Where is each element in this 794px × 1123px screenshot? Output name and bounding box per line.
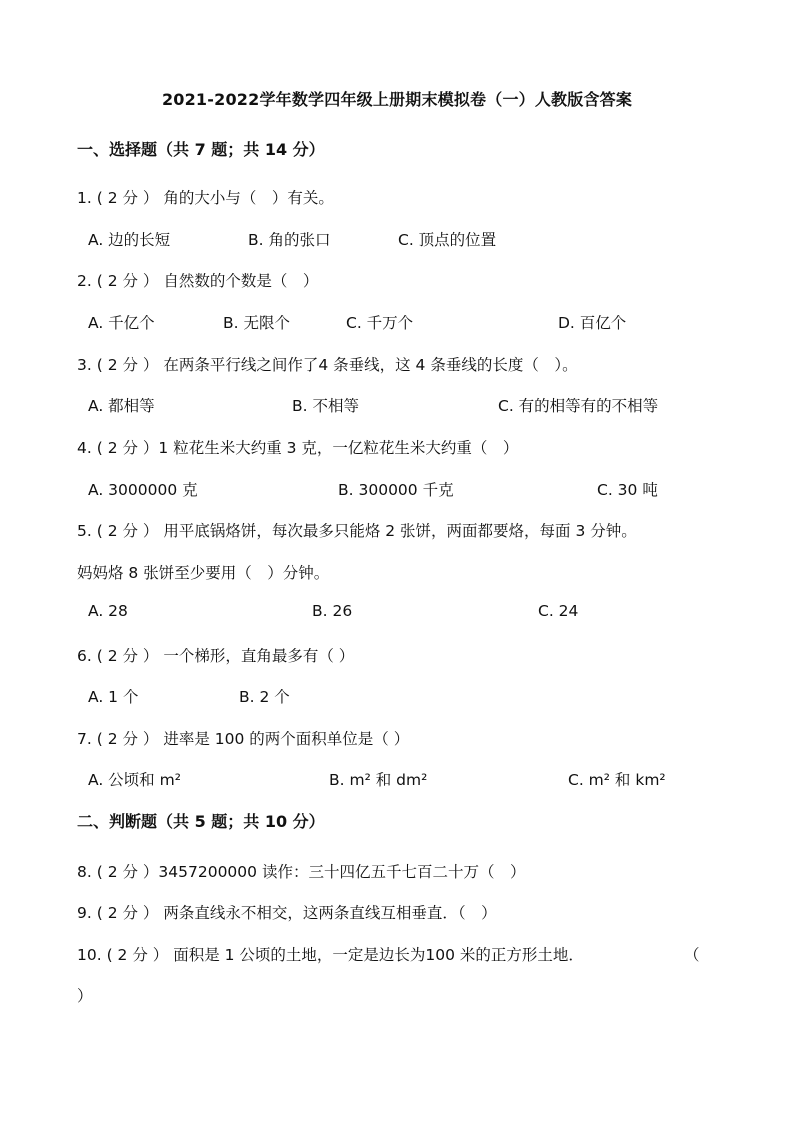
- question-4-option-c: C. 30 吨: [597, 481, 658, 499]
- question-2-option-b: B. 无限个: [223, 314, 290, 332]
- question-1-option-c: C. 顶点的位置: [398, 231, 497, 249]
- question-6-option-a: A. 1 个: [88, 688, 139, 706]
- question-3-option-a: A. 都相等: [88, 397, 155, 415]
- question-3-option-c: C. 有的相等有的不相等: [498, 397, 659, 415]
- question-2-option-d: D. 百亿个: [558, 314, 627, 332]
- question-5-option-b: B. 26: [312, 602, 353, 620]
- question-10: 10. ( 2 分 ） 面积是 1 公顷的土地，一定是边长为100 米的正方形土地．: [77, 946, 584, 964]
- question-7-option-c: C. m² 和 km²: [568, 771, 666, 789]
- question-1-option-a: A. 边的长短: [88, 231, 171, 249]
- question-8: 8. ( 2 分 ）3457200000 读作：三十四亿五千七百二十万（ ）: [77, 863, 526, 881]
- section-heading-choice: 一、选择题（共 7 题；共 14 分）: [77, 140, 325, 159]
- question-4: 4. ( 2 分 ）1 粒花生米大约重 3 克，一亿粒花生米大约重（ ）: [77, 439, 519, 457]
- question-1-option-b: B. 角的张口: [248, 231, 331, 249]
- question-3-option-b: B. 不相等: [292, 397, 359, 415]
- question-9: 9. ( 2 分 ） 两条直线永不相交，这两条直线互相垂直．（ ）: [77, 904, 497, 922]
- question-10-continuation: ）: [77, 987, 93, 1005]
- question-5-option-c: C. 24: [538, 602, 579, 620]
- question-4-option-b: B. 300000 千克: [338, 481, 454, 499]
- question-7-option-b: B. m² 和 dm²: [329, 771, 428, 789]
- question-2: 2. ( 2 分 ） 自然数的个数是（ ）: [77, 272, 319, 290]
- question-6-option-b: B. 2 个: [239, 688, 290, 706]
- question-2-option-c: C. 千万个: [346, 314, 414, 332]
- page-title: 2021-2022学年数学四年级上册期末模拟卷（一）人教版含答案: [161, 90, 633, 109]
- question-7: 7. ( 2 分 ） 进率是 100 的两个面积单位是（ ）: [77, 730, 410, 748]
- question-6: 6. ( 2 分 ） 一个梯形，直角最多有（ ）: [77, 647, 355, 665]
- question-10-open-bracket: （: [684, 946, 700, 964]
- question-7-option-a: A. 公顷和 m²: [88, 771, 181, 789]
- question-3: 3. ( 2 分 ） 在两条平行线之间作了4 条垂线，这 4 条垂线的长度（ ）。: [77, 356, 578, 374]
- question-4-option-a: A. 3000000 克: [88, 481, 198, 499]
- question-2-option-a: A. 千亿个: [88, 314, 155, 332]
- question-5-option-a: A. 28: [88, 602, 128, 620]
- question-5-continuation: 妈妈烙 8 张饼至少要用（ ）分钟。: [77, 564, 330, 582]
- section-heading-judgement: 二、判断题（共 5 题；共 10 分）: [77, 812, 325, 831]
- question-1: 1. ( 2 分 ） 角的大小与（ ）有关。: [77, 189, 334, 207]
- question-5: 5. ( 2 分 ） 用平底锅烙饼，每次最多只能烙 2 张饼，两面都要烙，每面 3 分钟。: [77, 522, 637, 540]
